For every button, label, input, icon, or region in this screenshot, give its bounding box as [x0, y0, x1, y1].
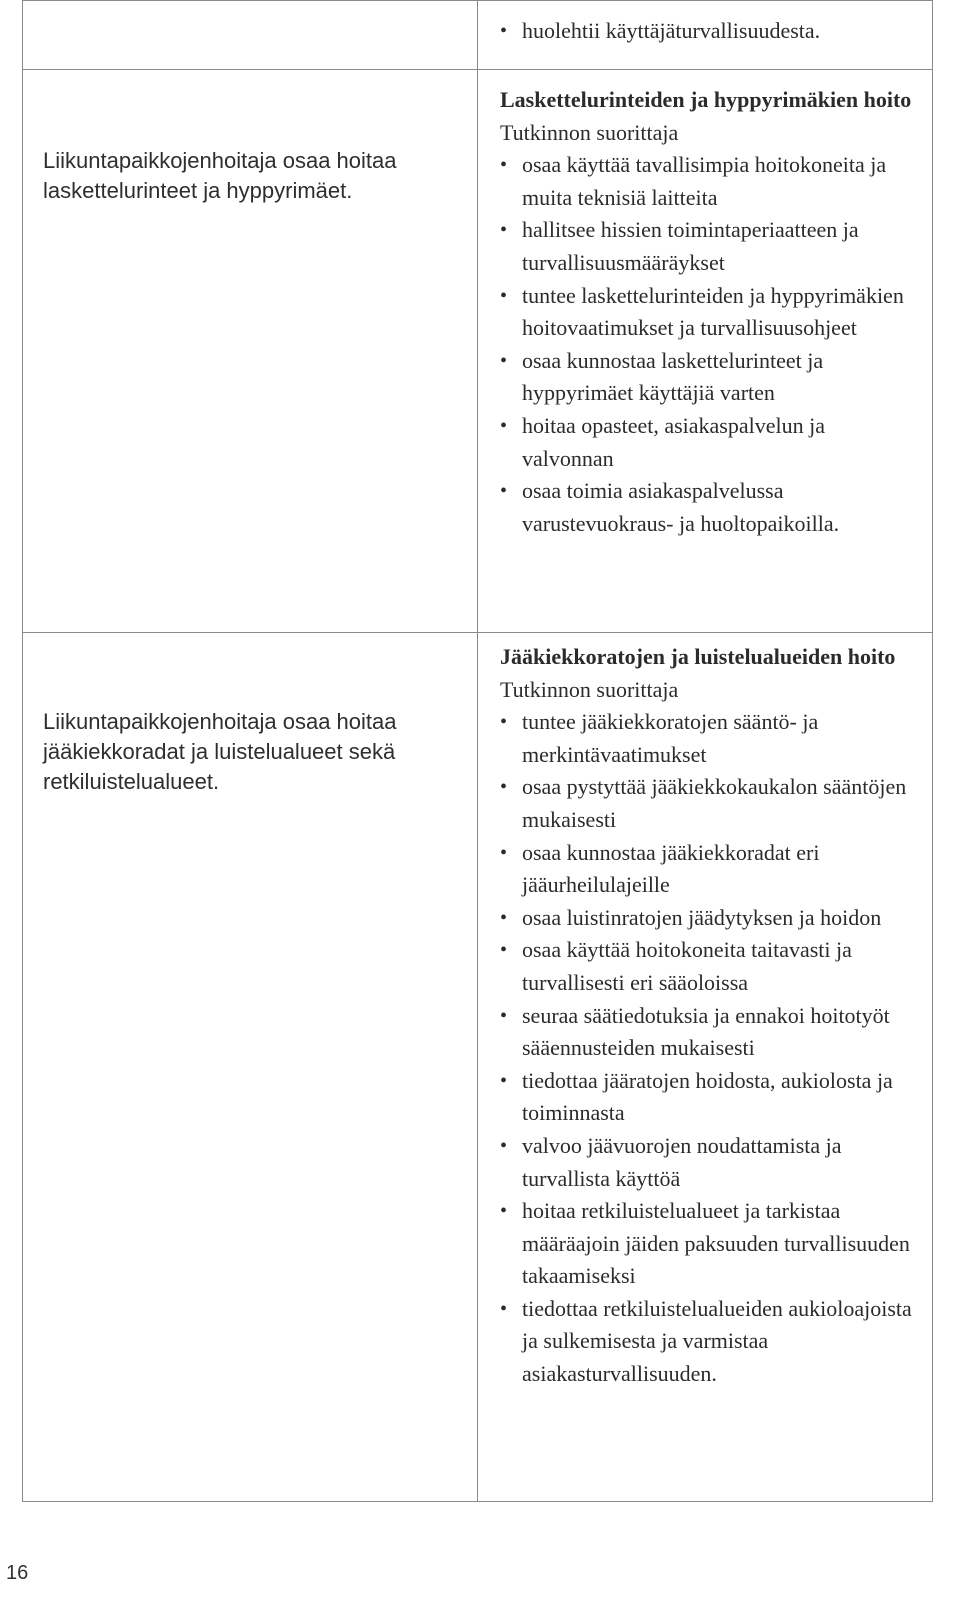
- list-item: • tuntee laskettelurinteiden ja hyppyrimäkien hoitovaatimukset ja turvallisuusohjeet: [500, 280, 918, 345]
- table-row: [23, 1, 933, 70]
- section-subtitle: Tutkinnon suorittaja: [500, 119, 679, 145]
- list-item: • hallitsee hissien toimintaperiaatteen ja turvallisuusmääräykset: [500, 214, 918, 279]
- list-item: • hoitaa opasteet, asiakaspalvelun ja valvonnan: [500, 410, 918, 475]
- left-cell: [23, 633, 478, 1502]
- section-subtitle: Tutkinnon suorittaja: [500, 676, 679, 702]
- list-item: • tiedottaa jääratojen hoidosta, aukiolosta ja toiminnasta: [500, 1065, 918, 1130]
- section-title: Jääkiekkoratojen ja luistelualueiden hoito: [500, 644, 896, 669]
- list-item: • tiedottaa retkiluistelualueiden aukioloajoista ja sulkemisesta ja varmistaa asiakasturvallisuuden.: [500, 1293, 918, 1391]
- table-row: [23, 70, 933, 633]
- bullet-list: [500, 149, 918, 540]
- list-item: • osaa toimia asiakaspalvelussa varustevuokraus- ja huoltopaikoilla.: [500, 475, 918, 540]
- list-item: • huolehtii käyttäjäturvallisuudesta.: [500, 15, 918, 48]
- bullet-list: [500, 706, 918, 1390]
- right-cell: [478, 1, 933, 70]
- bullet-list: [500, 15, 918, 48]
- list-item: • osaa kunnostaa jääkiekkoradat eri jääurheilulajeille: [500, 837, 918, 902]
- right-cell: [478, 633, 933, 1502]
- left-cell-text: Liikuntapaikkojenhoitaja osaa hoitaa jääkiekkoradat ja luistelualueet sekä retkiluistelualueet.: [43, 709, 397, 794]
- list-item: • osaa käyttää hoitokoneita taitavasti ja turvallisesti eri sääoloissa: [500, 934, 918, 999]
- left-cell: [23, 70, 478, 633]
- left-cell-text: Liikuntapaikkojenhoitaja osaa hoitaa laskettelurinteet ja hyppyrimäet.: [43, 148, 397, 203]
- list-item: • tuntee jääkiekkoratojen sääntö- ja merkintävaatimukset: [500, 706, 918, 771]
- competence-table: [22, 0, 933, 1502]
- right-cell: [478, 70, 933, 633]
- list-item: • hoitaa retkiluistelualueet ja tarkistaa määräajoin jäiden paksuuden turvallisuuden takaamiseksi: [500, 1195, 918, 1293]
- table-row: [23, 633, 933, 1502]
- list-item: • osaa käyttää tavallisimpia hoitokoneita ja muita teknisiä laitteita: [500, 149, 918, 214]
- list-item: • osaa pystyttää jääkiekkokaukalon sääntöjen mukaisesti: [500, 771, 918, 836]
- page-number: 16: [6, 1562, 29, 1584]
- list-item: • osaa luistinratojen jäädytyksen ja hoidon: [500, 902, 918, 935]
- list-item: • valvoo jäävuorojen noudattamista ja turvallista käyttöä: [500, 1130, 918, 1195]
- list-item: • seuraa säätiedotuksia ja ennakoi hoitotyöt sääennusteiden mukaisesti: [500, 1000, 918, 1065]
- left-cell: [23, 1, 478, 70]
- section-title: Laskettelurinteiden ja hyppyrimäkien hoito: [500, 87, 912, 112]
- list-item: • osaa kunnostaa laskettelurinteet ja hyppyrimäet käyttäjiä varten: [500, 345, 918, 410]
